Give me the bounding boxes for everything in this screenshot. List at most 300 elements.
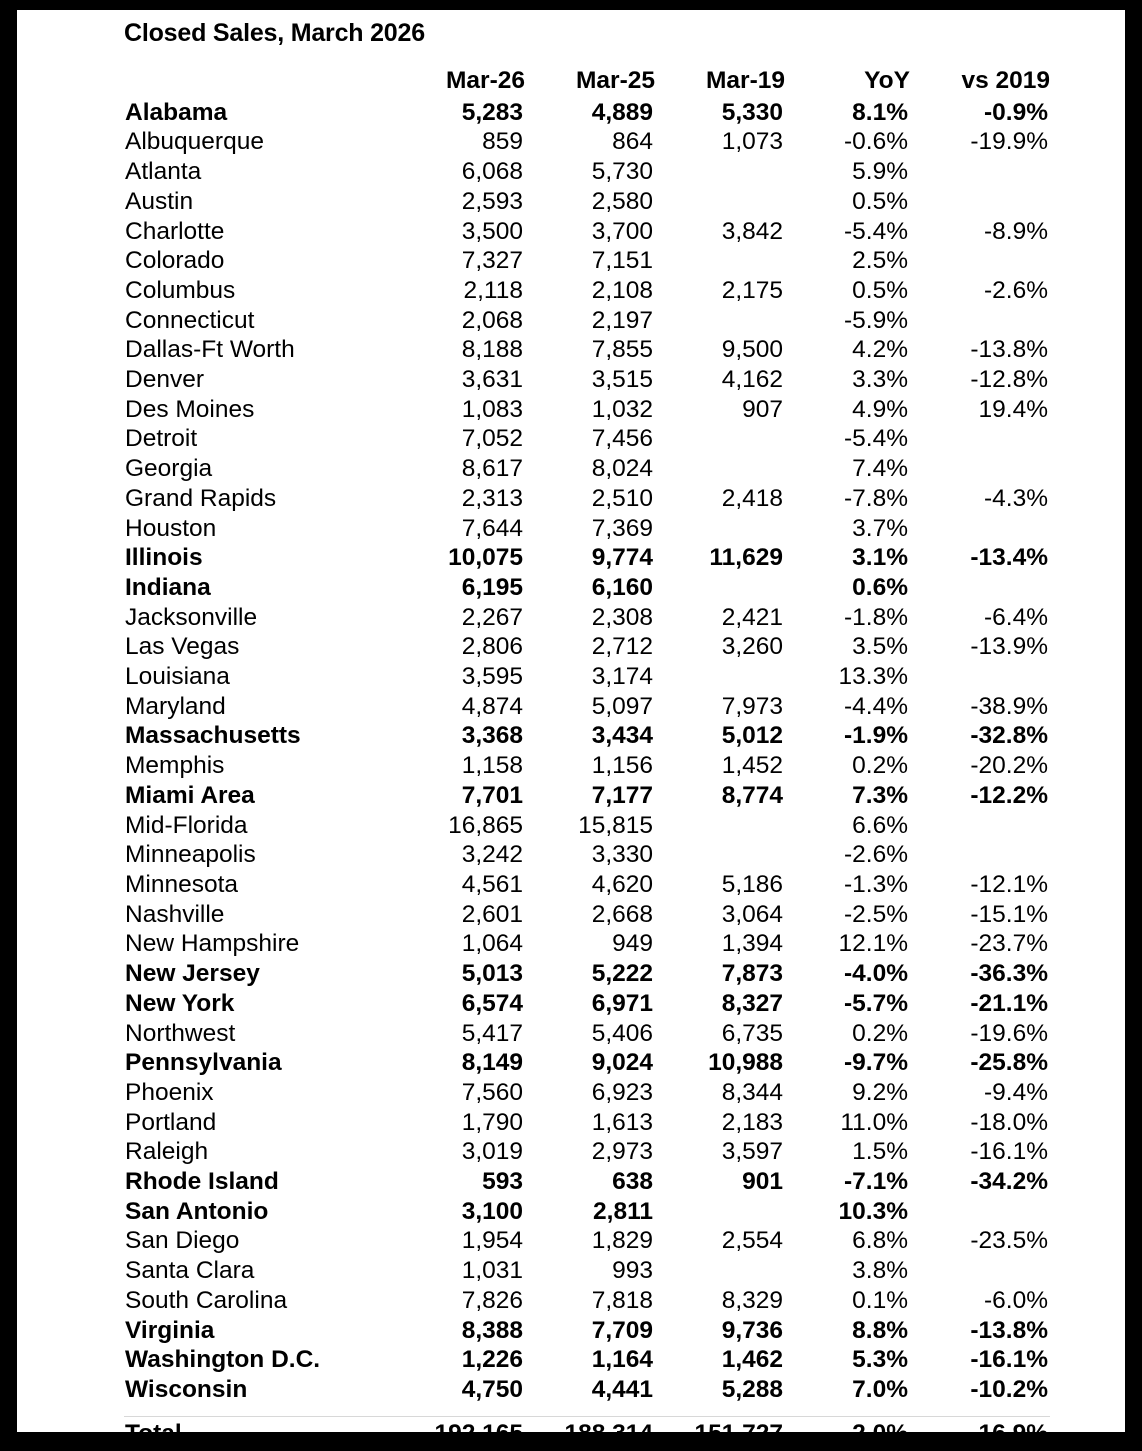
cell-mar26: 2,313 <box>461 484 523 512</box>
table-row <box>124 603 1050 633</box>
table-row <box>124 1048 1050 1078</box>
column-header-vs2019: vs 2019 <box>961 67 1050 94</box>
cell-mar25: 1,032 <box>591 395 653 423</box>
cell-market-name: Houston <box>125 514 217 542</box>
table-row <box>124 1019 1050 1049</box>
cell-market-name: Detroit <box>125 425 198 453</box>
cell-vs2019: -0.9% <box>983 98 1048 126</box>
cell-yoy: -2.6% <box>843 841 908 869</box>
cell-vs2019 <box>910 1256 1050 1286</box>
cell-vs2019: -23.7% <box>970 930 1048 958</box>
cell-market-name: Albuquerque <box>125 128 264 156</box>
cell-mar25: 2,811 <box>593 1197 653 1225</box>
cell-market-name: Indiana <box>125 573 211 601</box>
cell-market-name: Minnesota <box>125 870 239 898</box>
closed-sales-table <box>124 66 1050 1451</box>
cell-vs2019 <box>910 306 1050 336</box>
report-content <box>124 18 1050 1447</box>
cell-mar25: 4,889 <box>591 98 653 126</box>
cell-yoy: -5.7% <box>843 989 908 1017</box>
cell-mar25: 6,971 <box>591 989 653 1017</box>
cell-market-name: Charlotte <box>125 217 225 245</box>
cell-mar25: 9,024 <box>591 1049 653 1077</box>
table-row <box>124 1226 1050 1256</box>
cell-mar25: 2,510 <box>591 484 653 512</box>
table-row <box>124 424 1050 454</box>
cell-mar19: 3,842 <box>721 217 783 245</box>
table-row <box>124 484 1050 514</box>
cell-mar25: 7,855 <box>591 336 653 364</box>
cell-vs2019 <box>910 811 1050 841</box>
cell-mar26: 1,083 <box>461 395 523 423</box>
cell-yoy: -1.9% <box>843 722 908 750</box>
cell-yoy: -7.8% <box>843 484 908 512</box>
cell-market-name: Raleigh <box>125 1138 209 1166</box>
cell-market-name: Santa Clara <box>125 1257 255 1285</box>
cell-mar26: 2,118 <box>463 276 523 304</box>
cell-mar19 <box>655 454 785 484</box>
cell-mar19: 8,327 <box>721 989 783 1017</box>
report-card <box>17 10 1125 1447</box>
cell-mar25: 6,160 <box>591 573 653 601</box>
cell-mar25: 864 <box>612 128 653 156</box>
cell-vs2019 <box>910 454 1050 484</box>
cell-mar19: 4,162 <box>721 366 783 394</box>
cell-market-name: Connecticut <box>125 306 255 334</box>
table-row <box>124 98 1050 128</box>
cell-yoy: 3.1% <box>852 544 908 572</box>
spacer-cell <box>395 1405 525 1417</box>
cell-yoy: 4.2% <box>852 336 908 364</box>
cell-market-name: Las Vegas <box>125 633 240 661</box>
cell-mar19: 901 <box>742 1168 783 1196</box>
table-row <box>124 1078 1050 1108</box>
cell-mar19 <box>655 187 785 217</box>
cell-mar19 <box>655 246 785 276</box>
cell-yoy: 2.5% <box>852 247 908 275</box>
cell-yoy: -4.0% <box>843 960 908 988</box>
cell-market-name: Georgia <box>125 455 213 483</box>
cell-vs2019: -38.9% <box>970 692 1048 720</box>
table-row <box>124 811 1050 841</box>
cell-mar26: 3,595 <box>461 663 523 691</box>
cell-vs2019: -15.1% <box>970 900 1048 928</box>
cell-vs2019: -18.0% <box>970 1108 1048 1136</box>
table-row <box>124 929 1050 959</box>
cell-mar25: 949 <box>612 930 653 958</box>
cell-vs2019: -21.1% <box>970 989 1048 1017</box>
table-row <box>124 840 1050 870</box>
cell-vs2019: -16.1% <box>970 1346 1048 1374</box>
cell-vs2019: -4.3% <box>983 484 1048 512</box>
column-header-mar25: Mar-25 <box>576 67 655 94</box>
table-row <box>124 1345 1050 1375</box>
cell-mar19 <box>655 306 785 336</box>
cell-vs2019: -13.8% <box>970 336 1048 364</box>
cell-vs2019 <box>910 1197 1050 1227</box>
cell-mar26: 1,954 <box>461 1227 523 1255</box>
cell-vs2019: -8.9% <box>983 217 1048 245</box>
cell-yoy: 3.3% <box>852 366 908 394</box>
cell-vs2019: -25.8% <box>970 1049 1048 1077</box>
spacer-cell <box>655 1405 785 1417</box>
cell-vs2019 <box>910 157 1050 187</box>
cell-mar25: 3,515 <box>591 366 653 394</box>
table-row <box>124 454 1050 484</box>
table-spacer-row <box>124 1405 1050 1417</box>
cell-yoy: 7.4% <box>852 455 908 483</box>
table-row <box>124 1137 1050 1167</box>
cell-mar26: 2,601 <box>461 900 523 928</box>
cell-mar25: 2,308 <box>591 603 653 631</box>
cell-vs2019: 19.4% <box>978 395 1048 423</box>
cell-vs2019: -19.9% <box>970 128 1048 156</box>
cell-total-mar19: 151,727 <box>655 1416 785 1451</box>
cell-mar19: 1,452 <box>721 752 783 780</box>
table-row <box>124 1167 1050 1197</box>
cell-mar26: 3,242 <box>461 841 523 869</box>
cell-market-name: Jacksonville <box>125 603 258 631</box>
cell-mar25: 1,613 <box>591 1108 653 1136</box>
cell-vs2019: -16.1% <box>970 1138 1048 1166</box>
cell-yoy: 10.3% <box>838 1197 908 1225</box>
cell-mar26: 5,417 <box>461 1019 523 1047</box>
cell-mar26: 2,068 <box>461 306 523 334</box>
cell-yoy: 8.1% <box>852 98 908 126</box>
cell-market-name: Dallas-Ft Worth <box>125 336 295 364</box>
cell-mar26: 8,188 <box>461 336 523 364</box>
cell-mar19 <box>655 573 785 603</box>
cell-mar19: 1,394 <box>721 930 783 958</box>
table-row <box>124 246 1050 276</box>
cell-mar19 <box>655 424 785 454</box>
cell-yoy: 0.2% <box>852 752 908 780</box>
cell-yoy: 9.2% <box>852 1078 908 1106</box>
cell-mar19: 1,462 <box>721 1346 783 1374</box>
cell-mar19: 2,554 <box>721 1227 783 1255</box>
cell-mar19: 11,629 <box>709 544 783 572</box>
cell-vs2019 <box>910 573 1050 603</box>
header-row <box>124 66 1050 98</box>
cell-mar25: 7,177 <box>591 781 653 809</box>
table-row <box>124 543 1050 573</box>
cell-market-name: Rhode Island <box>125 1168 279 1196</box>
table-row <box>124 217 1050 247</box>
cell-yoy: 0.1% <box>852 1286 908 1314</box>
cell-mar19: 5,186 <box>721 870 783 898</box>
cell-yoy: 3.8% <box>852 1257 908 1285</box>
table-row <box>124 989 1050 1019</box>
cell-market-name: Colorado <box>125 247 225 275</box>
cell-vs2019: -10.2% <box>970 1375 1048 1403</box>
table-row <box>124 276 1050 306</box>
cell-yoy: 11.0% <box>840 1108 908 1136</box>
cell-mar25: 3,700 <box>591 217 653 245</box>
cell-yoy: -1.3% <box>843 870 908 898</box>
cell-mar26: 6,195 <box>461 573 523 601</box>
cell-yoy: 6.8% <box>852 1227 908 1255</box>
cell-yoy: 8.8% <box>852 1316 908 1344</box>
cell-market-name: Grand Rapids <box>125 484 277 512</box>
cell-yoy: -1.8% <box>843 603 908 631</box>
cell-mar25: 3,434 <box>591 722 653 750</box>
cell-mar25: 638 <box>612 1168 653 1196</box>
cell-mar25: 15,815 <box>578 811 653 839</box>
cell-yoy: -2.5% <box>843 900 908 928</box>
table-row <box>124 1286 1050 1316</box>
cell-vs2019 <box>910 514 1050 544</box>
cell-mar25: 8,024 <box>591 455 653 483</box>
cell-market-name: Atlanta <box>125 158 202 186</box>
cell-vs2019: -32.8% <box>970 722 1048 750</box>
cell-mar26: 8,617 <box>461 455 523 483</box>
cell-vs2019: -13.8% <box>970 1316 1048 1344</box>
cell-market-name: Northwest <box>125 1019 236 1047</box>
cell-mar25: 7,151 <box>591 247 653 275</box>
cell-mar26: 7,327 <box>461 247 523 275</box>
cell-mar19: 9,736 <box>721 1316 783 1344</box>
cell-mar26: 16,865 <box>448 811 523 839</box>
cell-yoy: 4.9% <box>852 395 908 423</box>
table-row <box>124 365 1050 395</box>
cell-mar26: 3,100 <box>461 1197 523 1225</box>
cell-mar26: 1,031 <box>461 1257 523 1285</box>
cell-mar25: 2,108 <box>591 276 653 304</box>
table-row <box>124 306 1050 336</box>
cell-yoy: -4.4% <box>843 692 908 720</box>
cell-vs2019: -13.4% <box>970 544 1048 572</box>
cell-mar26: 6,068 <box>461 158 523 186</box>
cell-mar19: 5,288 <box>721 1375 783 1403</box>
cell-market-name: Phoenix <box>125 1078 214 1106</box>
page-title: Closed Sales, March 2026 <box>124 19 425 47</box>
table-row <box>124 157 1050 187</box>
cell-mar25: 9,774 <box>591 544 653 572</box>
table-total-row <box>124 1416 1050 1451</box>
cell-yoy: 5.3% <box>852 1346 908 1374</box>
table-row <box>124 1108 1050 1138</box>
cell-market-name: Columbus <box>125 276 236 304</box>
cell-mar26: 10,075 <box>448 544 523 572</box>
cell-mar26: 7,701 <box>461 781 523 809</box>
cell-mar25: 3,330 <box>591 841 653 869</box>
cell-mar26: 8,149 <box>461 1049 523 1077</box>
table-row <box>124 721 1050 751</box>
cell-market-name: Austin <box>125 187 194 215</box>
cell-vs2019: -20.2% <box>970 752 1048 780</box>
table-row <box>124 781 1050 811</box>
cell-yoy: 6.6% <box>852 811 908 839</box>
table-row <box>124 870 1050 900</box>
cell-yoy: 12.1% <box>838 930 908 958</box>
cell-market-name: Virginia <box>125 1316 215 1344</box>
cell-vs2019 <box>910 246 1050 276</box>
cell-vs2019: -12.2% <box>970 781 1048 809</box>
cell-mar19: 3,260 <box>721 633 783 661</box>
cell-vs2019: -6.4% <box>983 603 1048 631</box>
table-row <box>124 632 1050 662</box>
cell-market-name: Washington D.C. <box>125 1346 321 1374</box>
cell-total-mar26: 192,165 <box>395 1416 525 1451</box>
cell-mar26: 7,052 <box>461 425 523 453</box>
cell-yoy: -7.1% <box>843 1168 908 1196</box>
table-row <box>124 127 1050 157</box>
cell-yoy: 13.3% <box>838 663 908 691</box>
cell-yoy: 3.5% <box>852 633 908 661</box>
cell-vs2019: -12.1% <box>970 870 1048 898</box>
cell-yoy: 3.7% <box>852 514 908 542</box>
spacer-cell <box>785 1405 910 1417</box>
cell-mar26: 1,790 <box>461 1108 523 1136</box>
cell-mar26: 6,574 <box>461 989 523 1017</box>
column-header-yoy: YoY <box>864 67 910 94</box>
cell-mar25: 6,923 <box>591 1078 653 1106</box>
table-row <box>124 573 1050 603</box>
cell-mar26: 4,750 <box>461 1375 523 1403</box>
table-row <box>124 514 1050 544</box>
cell-market-name: Louisiana <box>125 663 230 691</box>
cell-mar26: 4,874 <box>461 692 523 720</box>
cell-vs2019: -34.2% <box>970 1168 1048 1196</box>
cell-mar26: 3,631 <box>461 366 523 394</box>
cell-yoy: -0.6% <box>843 128 908 156</box>
cell-mar25: 4,441 <box>591 1375 653 1403</box>
cell-mar19: 6,735 <box>721 1019 783 1047</box>
cell-mar26: 2,806 <box>461 633 523 661</box>
cell-mar25: 2,712 <box>591 633 653 661</box>
cell-mar19: 9,500 <box>721 336 783 364</box>
cell-mar25: 5,097 <box>591 692 653 720</box>
cell-market-name: Alabama <box>125 98 228 126</box>
cell-total-label: Total <box>124 1416 395 1451</box>
cell-mar19: 2,175 <box>721 276 783 304</box>
cell-mar19: 8,329 <box>721 1286 783 1314</box>
cell-market-name: New Jersey <box>125 960 260 988</box>
spacer-cell <box>124 1405 395 1417</box>
cell-mar19: 3,064 <box>721 900 783 928</box>
cell-market-name: Illinois <box>125 544 203 572</box>
cell-vs2019 <box>910 662 1050 692</box>
cell-total-yoy: 2.0% <box>785 1416 910 1451</box>
table-header <box>124 66 1050 98</box>
cell-vs2019: -9.4% <box>983 1078 1048 1106</box>
table-row <box>124 335 1050 365</box>
cell-mar19 <box>655 157 785 187</box>
cell-mar25: 2,668 <box>591 900 653 928</box>
cell-mar25: 3,174 <box>591 663 653 691</box>
cell-mar26: 3,500 <box>461 217 523 245</box>
cell-mar26: 4,561 <box>461 870 523 898</box>
cell-market-name: Maryland <box>125 692 226 720</box>
cell-mar19: 907 <box>742 395 783 423</box>
table-row <box>124 662 1050 692</box>
cell-mar25: 7,818 <box>591 1286 653 1314</box>
cell-mar26: 3,019 <box>461 1138 523 1166</box>
cell-mar19: 5,330 <box>721 98 783 126</box>
cell-yoy: -5.4% <box>843 217 908 245</box>
cell-mar19: 8,774 <box>721 781 783 809</box>
cell-mar25: 5,222 <box>591 960 653 988</box>
table-row <box>124 1375 1050 1405</box>
cell-vs2019: -36.3% <box>970 960 1048 988</box>
cell-market-name: Mid-Florida <box>125 811 248 839</box>
table-body <box>124 98 1050 1451</box>
cell-vs2019: -12.8% <box>970 366 1048 394</box>
table-row <box>124 900 1050 930</box>
cell-mar19: 7,873 <box>721 960 783 988</box>
cell-mar19 <box>655 662 785 692</box>
table-row <box>124 1197 1050 1227</box>
cell-market-name: Portland <box>125 1108 217 1136</box>
cell-market-name: Denver <box>125 366 204 394</box>
cell-mar25: 5,406 <box>591 1019 653 1047</box>
cell-mar25: 1,156 <box>591 752 653 780</box>
cell-market-name: San Antonio <box>125 1197 269 1225</box>
cell-market-name: South Carolina <box>125 1286 288 1314</box>
cell-vs2019: -13.9% <box>970 633 1048 661</box>
cell-market-name: New Hampshire <box>125 930 300 958</box>
cell-market-name: Massachusetts <box>125 722 301 750</box>
cell-mar19: 10,988 <box>708 1049 783 1077</box>
cell-mar25: 7,709 <box>591 1316 653 1344</box>
cell-mar25: 993 <box>612 1257 653 1285</box>
table-row <box>124 1256 1050 1286</box>
cell-mar25: 2,580 <box>591 187 653 215</box>
cell-mar25: 7,369 <box>591 514 653 542</box>
cell-vs2019: -19.6% <box>970 1019 1048 1047</box>
cell-mar25: 7,456 <box>591 425 653 453</box>
cell-mar25: 1,164 <box>591 1346 653 1374</box>
cell-mar26: 593 <box>482 1168 523 1196</box>
cell-yoy: 0.2% <box>852 1019 908 1047</box>
cell-mar25: 1,829 <box>591 1227 653 1255</box>
cell-mar19 <box>655 811 785 841</box>
cell-vs2019 <box>910 187 1050 217</box>
cell-mar19: 7,973 <box>721 692 783 720</box>
cell-mar19 <box>655 1256 785 1286</box>
cell-mar19 <box>655 1197 785 1227</box>
column-header-mar26: Mar-26 <box>446 67 525 94</box>
cell-mar19 <box>655 840 785 870</box>
cell-yoy: 0.5% <box>852 187 908 215</box>
cell-yoy: 0.6% <box>852 573 908 601</box>
cell-mar26: 5,283 <box>461 98 523 126</box>
cell-market-name: Nashville <box>125 900 225 928</box>
cell-mar26: 2,267 <box>461 603 523 631</box>
column-header-market <box>124 66 395 98</box>
cell-total-vs2019: -16.9% <box>910 1416 1050 1451</box>
spacer-cell <box>910 1405 1050 1417</box>
cell-vs2019 <box>910 840 1050 870</box>
cell-mar26: 2,593 <box>461 187 523 215</box>
cell-mar26: 7,560 <box>461 1078 523 1106</box>
cell-vs2019: -2.6% <box>983 276 1048 304</box>
cell-mar26: 3,368 <box>461 722 523 750</box>
cell-total-mar25: 188,314 <box>525 1416 655 1451</box>
table-row <box>124 395 1050 425</box>
column-header-mar19: Mar-19 <box>706 67 785 94</box>
cell-yoy: 0.5% <box>852 276 908 304</box>
cell-market-name: Miami Area <box>125 781 255 809</box>
cell-mar19: 2,418 <box>721 484 783 512</box>
cell-vs2019: -6.0% <box>983 1286 1048 1314</box>
cell-market-name: San Diego <box>125 1227 240 1255</box>
cell-mar19: 3,597 <box>721 1138 783 1166</box>
cell-yoy: -5.4% <box>843 425 908 453</box>
spacer-cell <box>525 1405 655 1417</box>
cell-mar26: 8,388 <box>461 1316 523 1344</box>
cell-mar26: 1,158 <box>461 752 523 780</box>
